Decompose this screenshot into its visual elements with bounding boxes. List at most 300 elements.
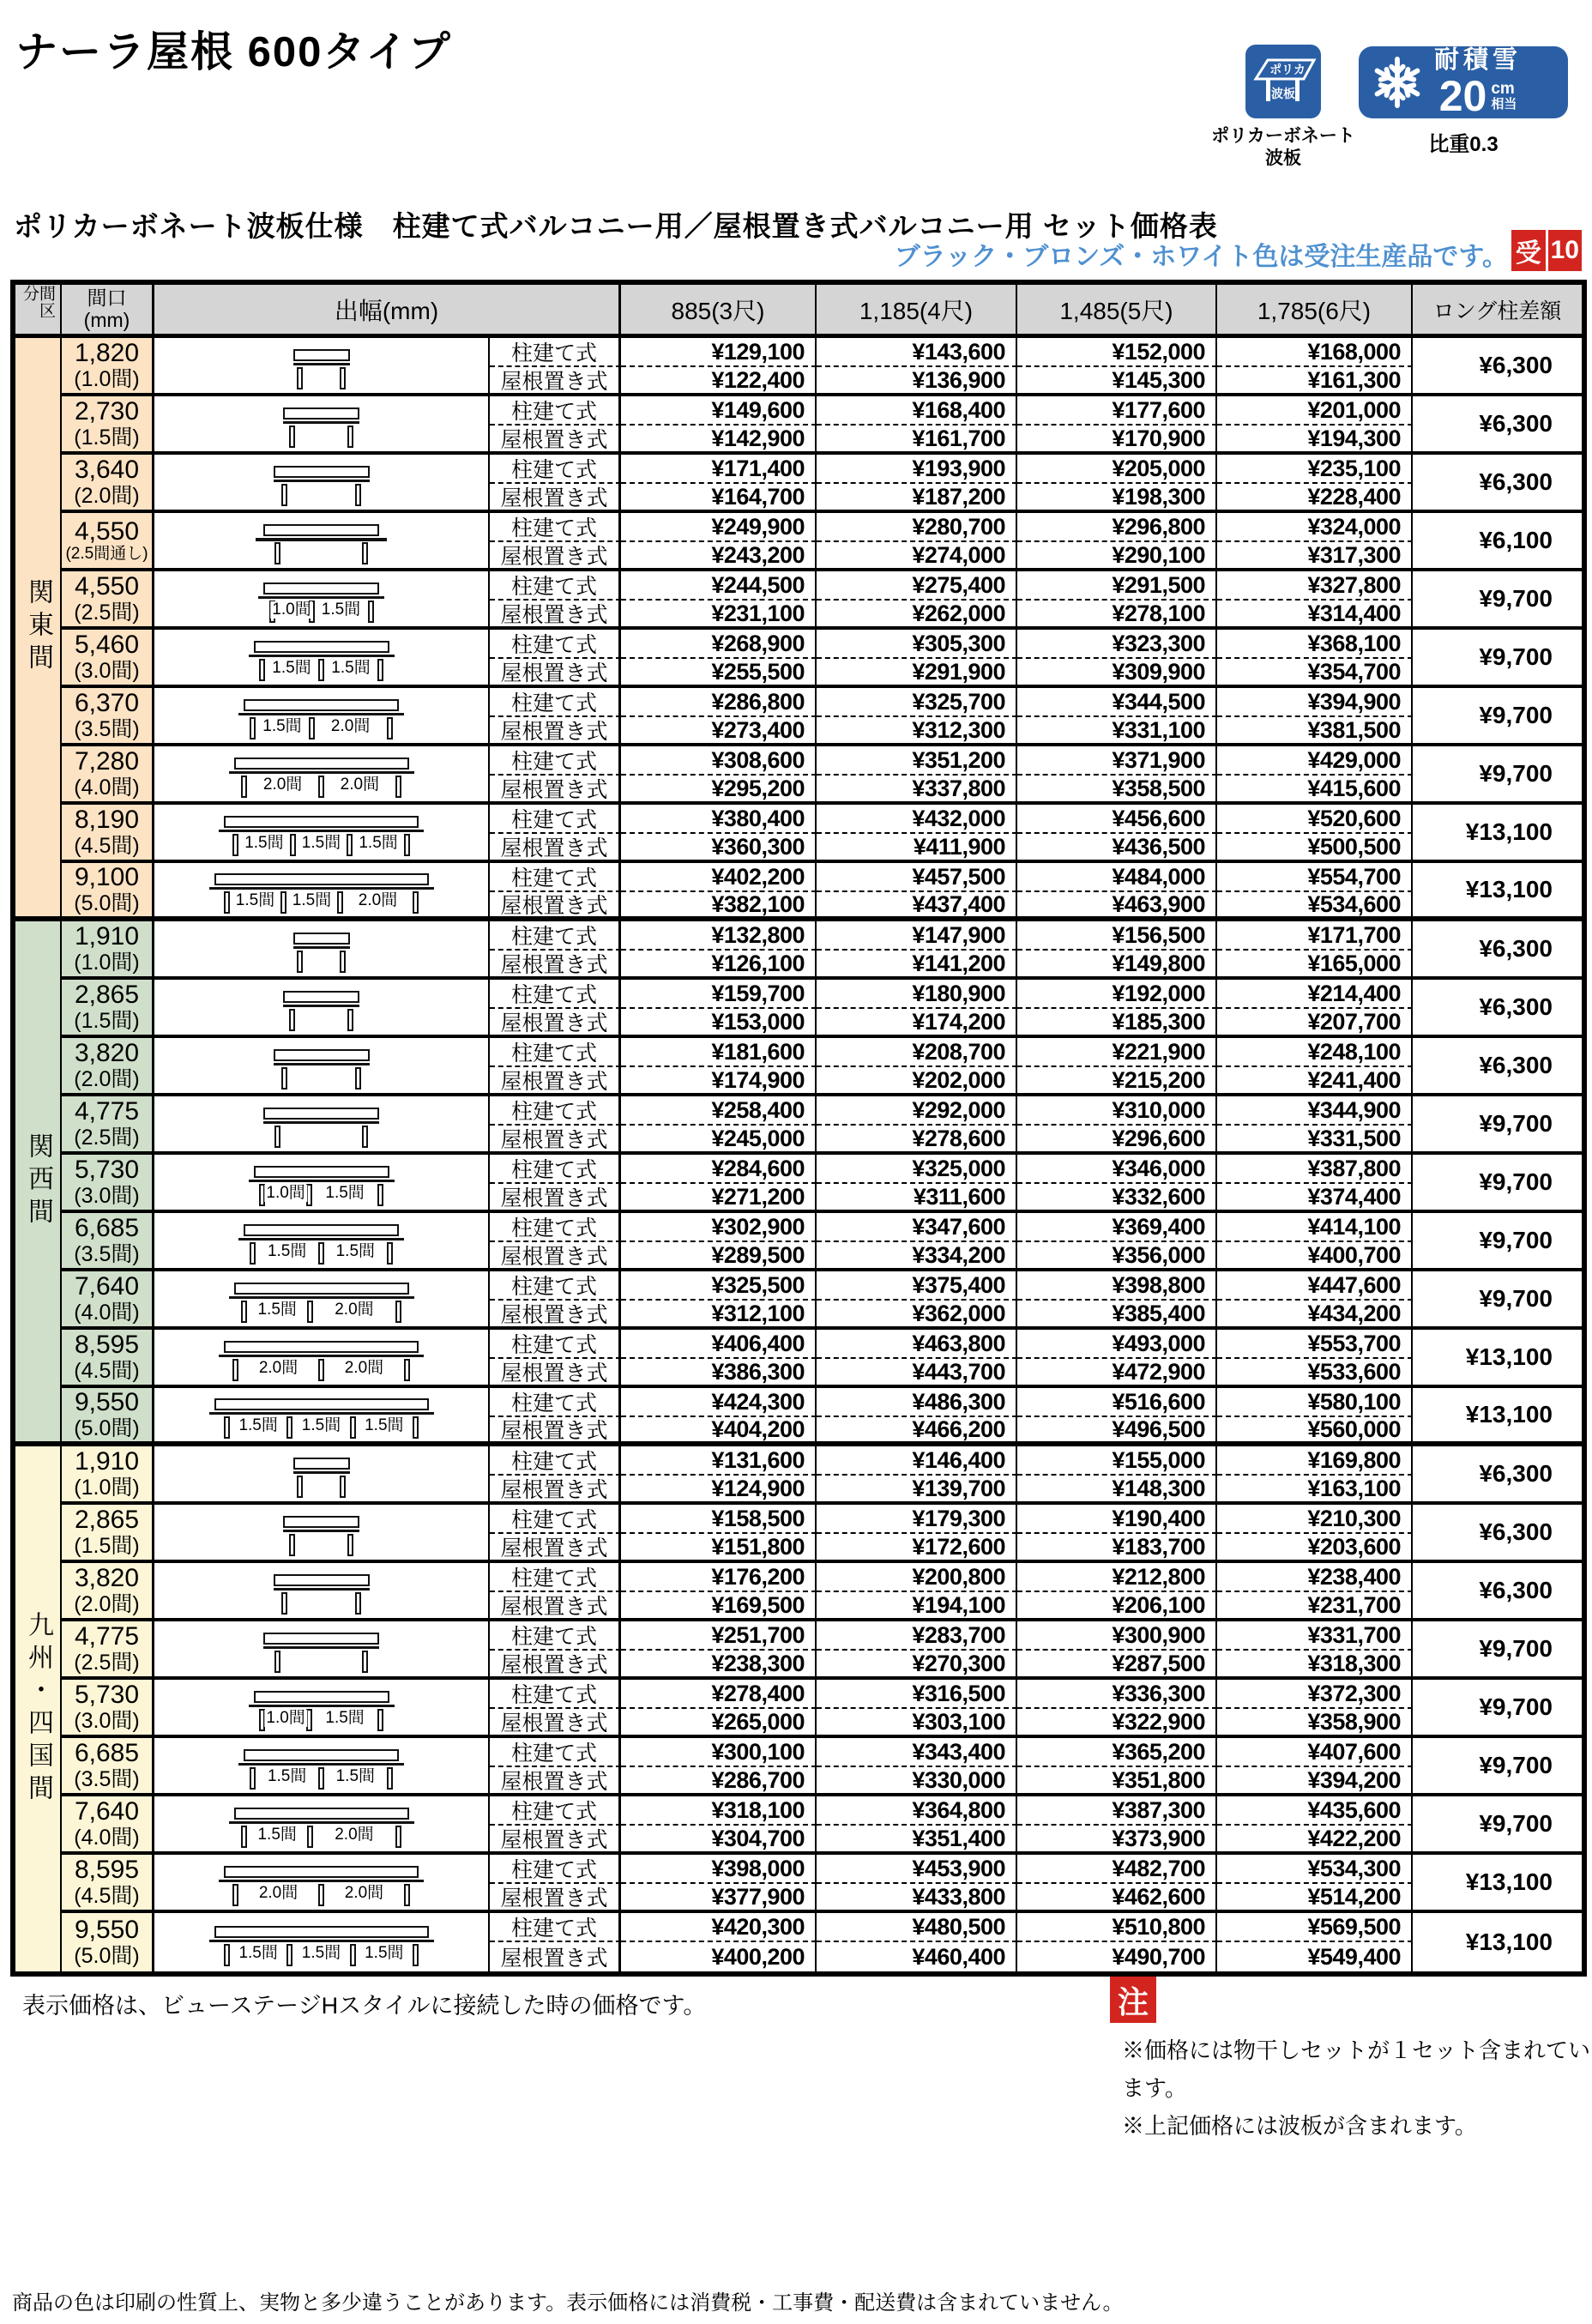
price-roof-cell: ¥172,600 bbox=[817, 1534, 1017, 1563]
support-post bbox=[274, 1126, 280, 1148]
price-pillar-cell: ¥463,800 bbox=[817, 1330, 1017, 1359]
width-cell bbox=[62, 455, 154, 513]
price-pillar-cell: ¥368,100 bbox=[1217, 630, 1413, 659]
price-roof-cell: ¥278,100 bbox=[1017, 601, 1217, 630]
width-value: 7,640 bbox=[74, 1272, 140, 1301]
price-pillar-cell: ¥208,700 bbox=[817, 1038, 1017, 1067]
span-label: 1.5間 bbox=[331, 658, 371, 677]
roof-diagram bbox=[224, 816, 419, 856]
price-pillar-cell: ¥343,400 bbox=[817, 1738, 1017, 1767]
header-width-line2: (mm) bbox=[83, 308, 130, 331]
price-roof-cell: ¥273,400 bbox=[621, 717, 817, 746]
support-post bbox=[250, 1242, 256, 1265]
price-roof-cell: ¥360,300 bbox=[621, 834, 817, 863]
price-pillar-cell: ¥480,500 bbox=[817, 1913, 1017, 1942]
ken-label: (3.0間) bbox=[74, 658, 140, 683]
long-pillar-diff-cell: ¥6,300 bbox=[1413, 1446, 1582, 1505]
diagram-cell bbox=[154, 863, 490, 921]
price-roof-cell: ¥194,100 bbox=[817, 1592, 1017, 1621]
ken-label: (5.0間) bbox=[74, 1943, 140, 1968]
support-post bbox=[307, 1826, 313, 1848]
ken-label: (2.5間) bbox=[74, 1650, 140, 1675]
construction-type-pillar: 柱建て式 bbox=[490, 921, 621, 951]
price-roof-cell: ¥549,400 bbox=[1217, 1942, 1413, 1971]
svg-text:波板: 波板 bbox=[1271, 87, 1295, 100]
price-roof-cell: ¥312,300 bbox=[817, 717, 1017, 746]
support-post bbox=[387, 1767, 393, 1790]
price-roof-cell: ¥334,200 bbox=[817, 1242, 1017, 1271]
price-pillar-cell: ¥407,600 bbox=[1217, 1738, 1413, 1767]
price-roof-cell: ¥385,400 bbox=[1017, 1301, 1217, 1330]
price-pillar-cell: ¥318,100 bbox=[621, 1796, 817, 1826]
construction-type-pillar: 柱建て式 bbox=[490, 863, 621, 892]
header-size-3shaku: 885(3尺) bbox=[621, 285, 817, 338]
construction-type-roof: 屋根置き式 bbox=[490, 892, 621, 921]
ken-label: (2.5間通し) bbox=[65, 544, 148, 563]
roof-panel bbox=[244, 699, 399, 711]
construction-type-pillar: 柱建て式 bbox=[490, 1855, 621, 1884]
ken-label: (2.0間) bbox=[74, 1066, 140, 1091]
width-cell bbox=[62, 805, 154, 863]
price-pillar-cell: ¥336,300 bbox=[1017, 1680, 1217, 1709]
price-roof-cell: ¥318,300 bbox=[1217, 1651, 1413, 1680]
ken-label: (1.0間) bbox=[74, 1475, 140, 1500]
price-pillar-cell: ¥155,000 bbox=[1017, 1446, 1217, 1476]
roof-beam bbox=[238, 713, 404, 715]
roof-beam bbox=[229, 771, 414, 774]
construction-type-roof: 屋根置き式 bbox=[490, 1592, 621, 1621]
long-pillar-diff-cell: ¥9,700 bbox=[1413, 1738, 1582, 1796]
roof-beam bbox=[263, 1121, 379, 1124]
roof-beam bbox=[283, 1005, 359, 1007]
diagram-cell bbox=[154, 1738, 490, 1796]
polycarbonate-caption bbox=[1189, 125, 1378, 171]
price-roof-cell: ¥185,300 bbox=[1017, 1009, 1217, 1038]
price-roof-cell: ¥203,600 bbox=[1217, 1534, 1413, 1563]
price-roof-cell: ¥443,700 bbox=[817, 1359, 1017, 1388]
footnote-left: 表示価格は、ビューステージHスタイルに接続した時の価格です。 bbox=[22, 1993, 707, 2019]
price-pillar-cell: ¥296,800 bbox=[1017, 513, 1217, 542]
construction-type-roof: 屋根置き式 bbox=[490, 1301, 621, 1330]
support-post bbox=[368, 601, 374, 623]
width-value: 1,910 bbox=[74, 1447, 140, 1476]
long-pillar-diff-cell: ¥9,700 bbox=[1413, 1155, 1582, 1213]
price-pillar-cell: ¥244,500 bbox=[621, 571, 817, 601]
width-cell bbox=[62, 980, 154, 1038]
price-roof-cell: ¥337,800 bbox=[817, 776, 1017, 805]
roof-diagram bbox=[293, 1458, 350, 1498]
width-value: 7,280 bbox=[74, 747, 140, 776]
support-post bbox=[362, 1651, 368, 1673]
price-pillar-cell: ¥158,500 bbox=[621, 1505, 817, 1534]
ken-label: (4.0間) bbox=[74, 775, 140, 800]
price-pillar-cell: ¥180,900 bbox=[817, 980, 1017, 1009]
price-pillar-cell: ¥201,000 bbox=[1217, 396, 1413, 426]
price-roof-cell: ¥381,500 bbox=[1217, 717, 1413, 746]
order-badge bbox=[1511, 230, 1582, 271]
span-label: 1.5間 bbox=[257, 1825, 297, 1844]
section-label-1: 関東間 bbox=[15, 338, 62, 921]
width-value: 4,550 bbox=[74, 516, 140, 546]
price-pillar-cell: ¥291,500 bbox=[1017, 571, 1217, 601]
roof-diagram bbox=[244, 699, 399, 739]
roof-beam bbox=[283, 421, 359, 424]
span-label: 2.0間 bbox=[344, 1358, 384, 1377]
price-roof-cell: ¥274,000 bbox=[817, 542, 1017, 571]
width-cell bbox=[62, 1038, 154, 1096]
diagram-cell bbox=[154, 571, 490, 630]
construction-type-roof: 屋根置き式 bbox=[490, 659, 621, 688]
support-post bbox=[280, 891, 286, 914]
header-size-6shaku: 1,785(6尺) bbox=[1217, 285, 1413, 338]
construction-type-pillar: 柱建て式 bbox=[490, 513, 621, 542]
price-pillar-cell: ¥152,000 bbox=[1017, 338, 1217, 367]
width-value: 6,685 bbox=[74, 1214, 140, 1243]
roof-panel bbox=[263, 524, 379, 536]
span-label: 2.0間 bbox=[258, 1358, 298, 1377]
support-post bbox=[395, 1301, 401, 1323]
long-pillar-diff-cell: ¥9,700 bbox=[1413, 1096, 1582, 1155]
roof-beam bbox=[249, 1180, 395, 1182]
span-label: 2.0間 bbox=[358, 890, 398, 909]
width-value: 9,550 bbox=[74, 1388, 140, 1417]
support-post bbox=[286, 1416, 292, 1439]
roof-diagram bbox=[263, 1633, 379, 1673]
price-roof-cell: ¥286,700 bbox=[621, 1767, 817, 1796]
price-roof-cell: ¥194,300 bbox=[1217, 426, 1413, 455]
span-label: 1.5間 bbox=[267, 1766, 307, 1785]
support-post bbox=[274, 1651, 280, 1673]
span-label: 1.5間 bbox=[235, 890, 275, 909]
roof-panel bbox=[214, 873, 429, 885]
price-roof-cell: ¥170,900 bbox=[1017, 426, 1217, 455]
price-pillar-cell: ¥486,300 bbox=[817, 1388, 1017, 1417]
specific-gravity-caption: 比重0.3 bbox=[1428, 133, 1499, 156]
support-post bbox=[347, 426, 353, 448]
span-label: 1.5間 bbox=[292, 890, 332, 909]
price-roof-cell: ¥312,100 bbox=[621, 1301, 817, 1330]
width-cell bbox=[62, 396, 154, 455]
width-cell bbox=[62, 338, 154, 396]
support-post bbox=[241, 1826, 247, 1848]
long-pillar-diff-cell: ¥6,300 bbox=[1413, 455, 1582, 513]
price-roof-cell: ¥141,200 bbox=[817, 951, 1017, 980]
width-cell bbox=[62, 571, 154, 630]
price-pillar-cell: ¥331,700 bbox=[1217, 1621, 1413, 1651]
long-pillar-diff-cell: ¥9,700 bbox=[1413, 1213, 1582, 1271]
order-badge-right: 10 bbox=[1550, 236, 1579, 264]
span-label: 1.5間 bbox=[301, 833, 341, 852]
price-pillar-cell: ¥171,700 bbox=[1217, 921, 1413, 951]
long-pillar-diff-cell: ¥13,100 bbox=[1413, 805, 1582, 863]
price-roof-cell: ¥514,200 bbox=[1217, 1884, 1413, 1913]
price-roof-cell: ¥472,900 bbox=[1017, 1359, 1217, 1388]
support-post bbox=[340, 367, 346, 389]
ken-label: (3.5間) bbox=[74, 1241, 140, 1266]
price-roof-cell: ¥198,300 bbox=[1017, 484, 1217, 513]
long-pillar-diff-cell: ¥9,700 bbox=[1413, 1621, 1582, 1680]
long-pillar-diff-cell: ¥6,300 bbox=[1413, 1038, 1582, 1096]
support-post bbox=[289, 426, 295, 448]
price-pillar-cell: ¥346,000 bbox=[1017, 1155, 1217, 1184]
span-label: 1.5間 bbox=[335, 1766, 376, 1785]
width-value: 2,865 bbox=[74, 1506, 140, 1535]
width-value: 4,775 bbox=[74, 1622, 140, 1651]
roof-panel bbox=[254, 1691, 389, 1703]
span-label: 1.5間 bbox=[365, 1416, 404, 1434]
span-label: 2.0間 bbox=[344, 1883, 384, 1902]
roof-beam bbox=[219, 1880, 424, 1882]
construction-type-roof: 屋根置き式 bbox=[490, 1884, 621, 1913]
roof-diagram bbox=[244, 1224, 399, 1265]
roof-diagram bbox=[274, 1574, 370, 1615]
roof-panel bbox=[274, 1574, 370, 1586]
construction-type-roof: 屋根置き式 bbox=[490, 601, 621, 630]
roof-panel bbox=[274, 466, 370, 478]
price-roof-cell: ¥228,400 bbox=[1217, 484, 1413, 513]
price-pillar-cell: ¥371,900 bbox=[1017, 746, 1217, 776]
price-pillar-cell: ¥394,900 bbox=[1217, 688, 1413, 717]
price-pillar-cell: ¥456,600 bbox=[1017, 805, 1217, 834]
width-value: 9,100 bbox=[74, 863, 140, 892]
construction-type-roof: 屋根置き式 bbox=[490, 367, 621, 396]
roof-panel bbox=[244, 1749, 399, 1761]
polycarbonate-caption-line1: ポリカーボネート bbox=[1211, 126, 1355, 146]
span-label: 1.0間 bbox=[266, 1708, 305, 1727]
construction-type-pillar: 柱建て式 bbox=[490, 746, 621, 776]
price-pillar-cell: ¥482,700 bbox=[1017, 1855, 1217, 1884]
price-roof-cell: ¥161,300 bbox=[1217, 367, 1413, 396]
support-post bbox=[387, 1242, 393, 1265]
roof-beam bbox=[209, 1412, 434, 1415]
price-pillar-cell: ¥369,400 bbox=[1017, 1213, 1217, 1242]
width-cell bbox=[62, 1913, 154, 1971]
support-post bbox=[281, 484, 287, 506]
price-roof-cell: ¥437,400 bbox=[817, 892, 1017, 921]
price-roof-cell: ¥151,800 bbox=[621, 1534, 817, 1563]
price-roof-cell: ¥207,700 bbox=[1217, 1009, 1413, 1038]
price-pillar-cell: ¥351,200 bbox=[817, 746, 1017, 776]
support-post bbox=[347, 1534, 353, 1556]
ken-label: (3.5間) bbox=[74, 716, 140, 741]
price-pillar-cell: ¥414,100 bbox=[1217, 1213, 1413, 1242]
width-value: 6,370 bbox=[74, 689, 140, 718]
roof-beam bbox=[256, 538, 387, 541]
price-roof-cell: ¥295,200 bbox=[621, 776, 817, 805]
price-pillar-cell: ¥238,400 bbox=[1217, 1563, 1413, 1592]
diagram-cell bbox=[154, 1213, 490, 1271]
svg-text:ポリカ: ポリカ bbox=[1269, 63, 1306, 76]
roof-diagram bbox=[263, 524, 379, 564]
ken-label: (1.0間) bbox=[74, 950, 140, 975]
price-roof-cell: ¥362,000 bbox=[817, 1301, 1017, 1330]
diagram-cell bbox=[154, 1680, 490, 1738]
price-pillar-cell: ¥380,400 bbox=[621, 805, 817, 834]
width-value: 5,730 bbox=[74, 1156, 140, 1185]
support-post bbox=[355, 1067, 361, 1090]
roof-panel bbox=[293, 933, 350, 945]
span-label: 1.5間 bbox=[325, 1183, 365, 1202]
width-cell bbox=[62, 1388, 154, 1446]
span-label: 1.5間 bbox=[321, 600, 361, 619]
diagram-cell bbox=[154, 746, 490, 805]
width-cell bbox=[62, 1155, 154, 1213]
price-pillar-cell: ¥278,400 bbox=[621, 1680, 817, 1709]
price-roof-cell: ¥148,300 bbox=[1017, 1476, 1217, 1505]
support-post bbox=[340, 1476, 346, 1498]
price-pillar-cell: ¥221,900 bbox=[1017, 1038, 1217, 1067]
span-label: 1.5間 bbox=[257, 1300, 297, 1319]
price-roof-cell: ¥374,400 bbox=[1217, 1184, 1413, 1213]
diagram-cell bbox=[154, 1796, 490, 1855]
roof-panel bbox=[224, 816, 419, 828]
roof-beam bbox=[229, 1296, 414, 1299]
price-roof-cell: ¥289,500 bbox=[621, 1242, 817, 1271]
diagram-cell bbox=[154, 1271, 490, 1330]
section-label-2: 関西間 bbox=[15, 921, 62, 1446]
roof-diagram bbox=[234, 1283, 409, 1323]
price-roof-cell: ¥290,100 bbox=[1017, 542, 1217, 571]
support-post bbox=[404, 1884, 410, 1906]
width-value: 6,685 bbox=[74, 1739, 140, 1768]
price-roof-cell: ¥332,600 bbox=[1017, 1184, 1217, 1213]
construction-type-roof: 屋根置き式 bbox=[490, 1476, 621, 1505]
support-post bbox=[340, 951, 346, 973]
construction-type-roof: 屋根置き式 bbox=[490, 1359, 621, 1388]
price-roof-cell: ¥304,700 bbox=[621, 1826, 817, 1855]
roof-diagram bbox=[234, 1808, 409, 1848]
price-roof-cell: ¥386,300 bbox=[621, 1359, 817, 1388]
roof-beam bbox=[258, 596, 384, 599]
price-roof-cell: ¥169,500 bbox=[621, 1592, 817, 1621]
notes bbox=[1122, 2031, 1592, 2145]
diagram-cell bbox=[154, 980, 490, 1038]
price-pillar-cell: ¥286,800 bbox=[621, 688, 817, 717]
support-post bbox=[318, 1767, 324, 1790]
span-label: 1.5間 bbox=[359, 833, 398, 852]
price-roof-cell: ¥122,400 bbox=[621, 367, 817, 396]
spec-subtitle: ポリカーボネート波板仕様 柱建て式バルコニー用／屋根置き式バルコニー用 セット価格表 bbox=[14, 210, 1218, 242]
price-pillar-cell: ¥200,800 bbox=[817, 1563, 1017, 1592]
roof-beam bbox=[263, 1646, 379, 1649]
support-post bbox=[387, 717, 393, 739]
roof-diagram bbox=[293, 349, 350, 389]
price-pillar-cell: ¥429,000 bbox=[1217, 746, 1413, 776]
price-roof-cell: ¥124,900 bbox=[621, 1476, 817, 1505]
polycarbonate-plate-icon bbox=[1245, 45, 1321, 118]
support-post bbox=[289, 1534, 295, 1556]
price-pillar-cell: ¥554,700 bbox=[1217, 863, 1413, 892]
price-roof-cell: ¥270,300 bbox=[817, 1651, 1017, 1680]
construction-type-pillar: 柱建て式 bbox=[490, 1621, 621, 1651]
support-post bbox=[318, 659, 324, 681]
construction-type-pillar: 柱建て式 bbox=[490, 455, 621, 484]
support-post bbox=[350, 1944, 356, 1966]
roof-diagram bbox=[224, 1866, 419, 1906]
support-post bbox=[274, 542, 280, 564]
price-pillar-cell: ¥235,100 bbox=[1217, 455, 1413, 484]
price-pillar-cell: ¥190,400 bbox=[1017, 1505, 1217, 1534]
width-cell bbox=[62, 1505, 154, 1563]
construction-type-pillar: 柱建て式 bbox=[490, 688, 621, 717]
support-post bbox=[318, 1884, 324, 1906]
price-pillar-cell: ¥181,600 bbox=[621, 1038, 817, 1067]
price-roof-cell: ¥411,900 bbox=[817, 834, 1017, 863]
width-value: 4,550 bbox=[74, 572, 140, 601]
support-post bbox=[224, 891, 230, 914]
roof-panel bbox=[263, 1108, 379, 1120]
construction-type-pillar: 柱建て式 bbox=[490, 1271, 621, 1301]
support-post bbox=[318, 1359, 324, 1381]
roof-panel bbox=[283, 1516, 359, 1528]
long-pillar-diff-cell: ¥9,700 bbox=[1413, 571, 1582, 630]
ken-label: (3.0間) bbox=[74, 1708, 140, 1733]
price-roof-cell: ¥231,100 bbox=[621, 601, 817, 630]
price-roof-cell: ¥163,100 bbox=[1217, 1476, 1413, 1505]
construction-type-pillar: 柱建て式 bbox=[490, 630, 621, 659]
width-value: 3,820 bbox=[74, 1039, 140, 1068]
price-roof-cell: ¥291,900 bbox=[817, 659, 1017, 688]
price-roof-cell: ¥271,200 bbox=[621, 1184, 817, 1213]
price-roof-cell: ¥533,600 bbox=[1217, 1359, 1413, 1388]
price-roof-cell: ¥500,500 bbox=[1217, 834, 1413, 863]
support-post bbox=[377, 659, 383, 681]
price-roof-cell: ¥153,000 bbox=[621, 1009, 817, 1038]
header-width bbox=[62, 285, 154, 338]
span-label: 1.5間 bbox=[365, 1943, 404, 1962]
price-roof-cell: ¥400,700 bbox=[1217, 1242, 1413, 1271]
diagram-cell bbox=[154, 1388, 490, 1446]
price-pillar-cell: ¥387,300 bbox=[1017, 1796, 1217, 1826]
construction-type-pillar: 柱建て式 bbox=[490, 338, 621, 367]
construction-type-pillar: 柱建て式 bbox=[490, 1096, 621, 1126]
long-pillar-diff-cell: ¥13,100 bbox=[1465, 1929, 1553, 1955]
price-pillar-cell: ¥372,300 bbox=[1217, 1680, 1413, 1709]
diagram-cell bbox=[154, 1505, 490, 1563]
price-roof-cell: ¥534,600 bbox=[1217, 892, 1413, 921]
diagram-cell bbox=[154, 1855, 490, 1913]
roof-diagram bbox=[274, 466, 370, 506]
roof-beam bbox=[293, 363, 350, 365]
price-roof-cell: ¥560,000 bbox=[1217, 1417, 1413, 1446]
support-post bbox=[290, 834, 296, 856]
construction-type-roof: 屋根置き式 bbox=[490, 1534, 621, 1563]
roof-beam bbox=[238, 1763, 404, 1766]
price-roof-cell: ¥165,000 bbox=[1217, 951, 1413, 980]
construction-type-roof: 屋根置き式 bbox=[490, 717, 621, 746]
width-value: 3,820 bbox=[74, 1564, 140, 1593]
roof-beam bbox=[274, 480, 370, 482]
price-pillar-cell: ¥493,000 bbox=[1017, 1330, 1217, 1359]
price-roof-cell: ¥351,400 bbox=[817, 1826, 1017, 1855]
support-post bbox=[377, 1184, 383, 1206]
roof-panel bbox=[234, 1283, 409, 1295]
price-roof-cell: ¥145,300 bbox=[1017, 367, 1217, 396]
price-pillar-cell: ¥516,600 bbox=[1017, 1388, 1217, 1417]
ken-label: (2.5間) bbox=[74, 600, 140, 625]
price-pillar-cell: ¥168,400 bbox=[817, 396, 1017, 426]
diagram-cell bbox=[154, 455, 490, 513]
diagram-cell bbox=[154, 1330, 490, 1388]
price-roof-cell: ¥404,200 bbox=[621, 1417, 817, 1446]
price-roof-cell: ¥351,800 bbox=[1017, 1767, 1217, 1796]
price-pillar-cell: ¥212,800 bbox=[1017, 1563, 1217, 1592]
long-pillar-diff-cell: ¥9,700 bbox=[1413, 1796, 1582, 1855]
long-pillar-diff-cell: ¥6,300 bbox=[1413, 396, 1582, 455]
ken-label: (1.5間) bbox=[74, 1008, 140, 1033]
width-value: 1,820 bbox=[74, 339, 140, 368]
price-roof-cell: ¥358,500 bbox=[1017, 776, 1217, 805]
